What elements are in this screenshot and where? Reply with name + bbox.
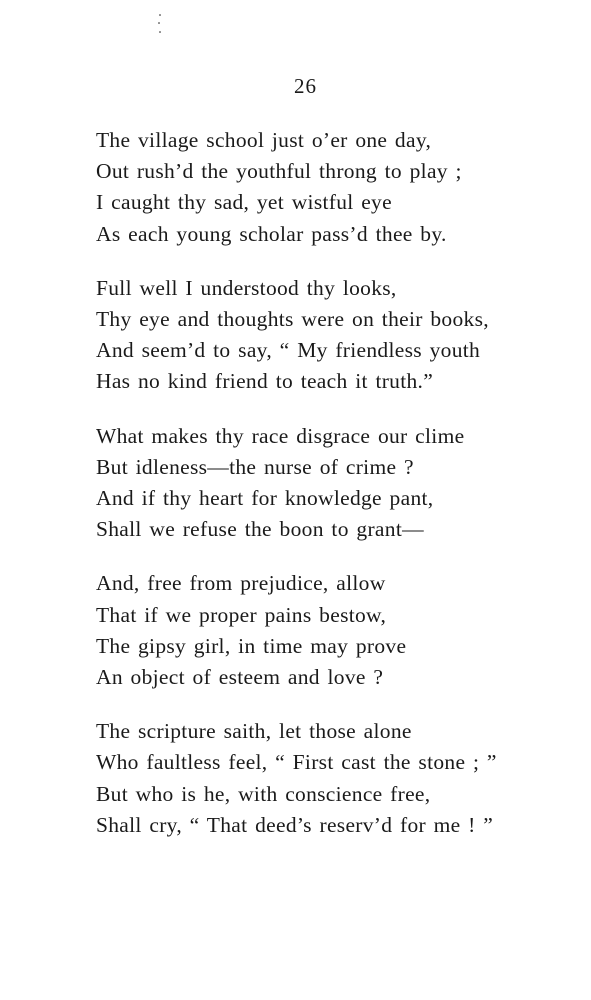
poem-line: The village school just o’er one day, <box>96 128 432 152</box>
stanza-5 <box>96 716 556 841</box>
poem-line: That if we proper pains bestow, <box>96 602 387 627</box>
stanza-3 <box>96 421 556 546</box>
poem-line: And seem’d to say, “ My friendless youth <box>96 338 481 363</box>
stanza-4 <box>96 568 556 693</box>
stanza-2 <box>96 273 556 398</box>
stanza-1 <box>96 125 556 250</box>
page-number: 26 <box>294 74 317 98</box>
poem-line: As each young scholar pass’d thee by. <box>96 221 447 246</box>
poem-line: What makes thy race disgrace our clime <box>96 423 465 448</box>
poem <box>96 125 556 864</box>
poem-line: But idleness—the nurse of crime ? <box>96 454 414 479</box>
poem-line: Shall cry, “ That deed’s reserv’d for me ! ” <box>96 812 494 837</box>
poem-line: The gipsy girl, in time may prove <box>96 633 407 658</box>
poem-line: Out rush’d the youthful throng to play ; <box>96 159 462 184</box>
poem-line: Who faultless feel, “ First cast the stone ; ” <box>96 750 497 775</box>
poem-line: Has no kind friend to teach it truth.” <box>96 369 434 394</box>
poem-line: I caught thy sad, yet wistful eye <box>96 190 392 215</box>
poem-line: Thy eye and thoughts were on their books, <box>96 307 489 332</box>
poem-line: Shall we refuse the boon to grant— <box>96 517 424 542</box>
print-speck <box>158 12 161 36</box>
poem-line: The scripture saith, let those alone <box>96 719 412 744</box>
poem-line: But who is he, with conscience free, <box>96 781 431 806</box>
poem-line: An object of esteem and love ? <box>96 665 384 690</box>
poem-line: Full well I understood thy looks, <box>96 275 397 300</box>
poem-line: And, free from prejudice, allow <box>96 571 386 596</box>
poem-line: And if thy heart for knowledge pant, <box>96 486 434 511</box>
